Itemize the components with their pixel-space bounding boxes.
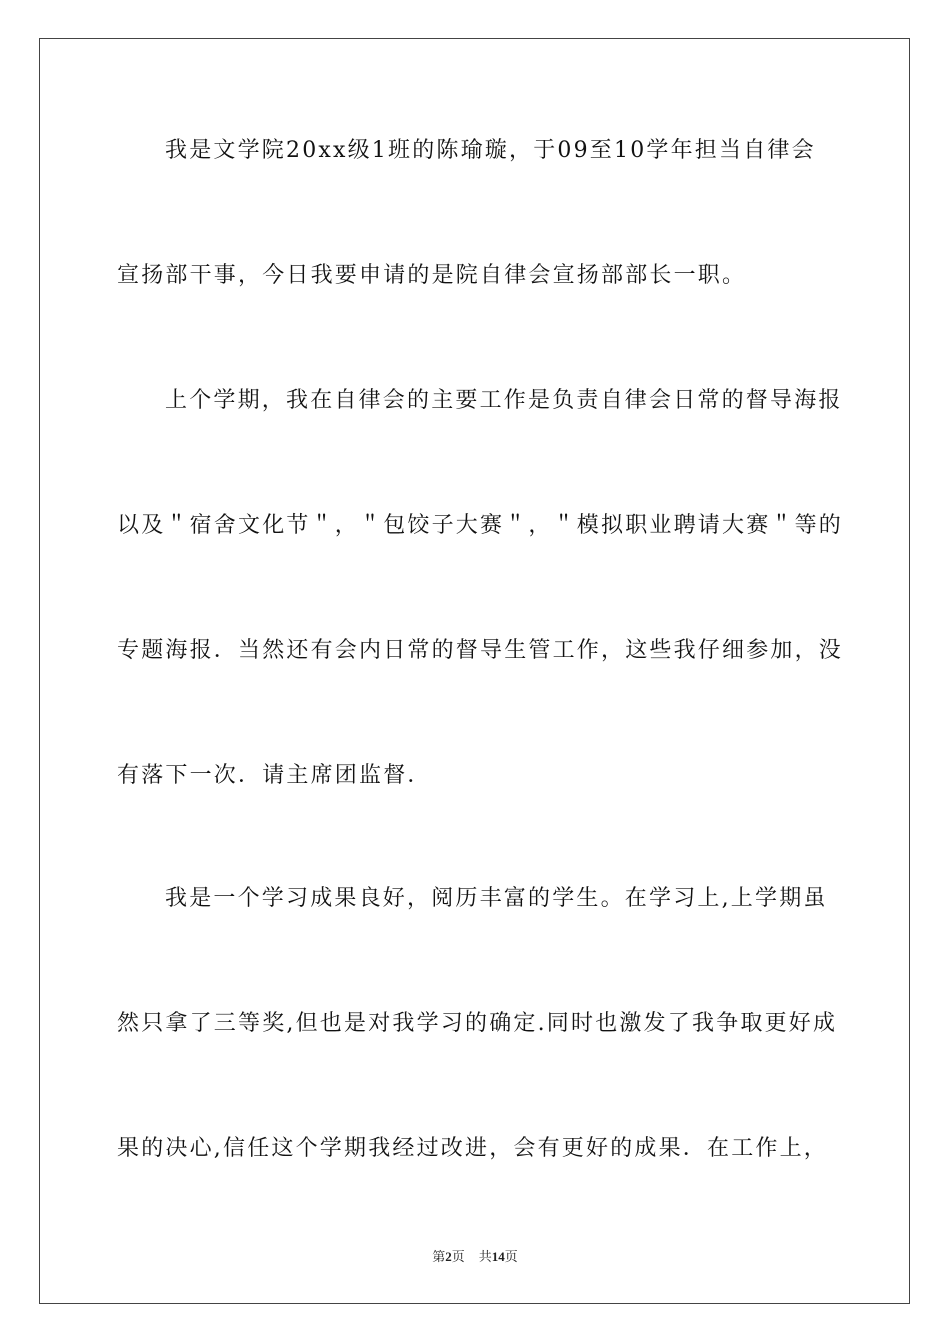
paragraph-2-line-4: 有落下一次．请主席团监督． [117, 763, 432, 788]
paragraph-3-line-2: 然只拿了三等奖,但也是对我学习的确定.同时也激发了我争取更好成 [117, 1011, 838, 1036]
paragraph-2-line-2: 以及＂宿舍文化节＂，＂包饺子大赛＂，＂模拟职业聘请大赛＂等的 [117, 513, 844, 538]
paragraph-1-line-2: 宣扬部干事，今日我要申请的是院自律会宣扬部部长一职。 [117, 263, 747, 288]
page-total-number: 14 [491, 1249, 505, 1264]
page-footer [0, 1248, 950, 1266]
page-prefix: 第 [432, 1249, 446, 1264]
page-border [39, 38, 910, 1304]
total-suffix: 页 [504, 1249, 518, 1264]
page-current-number: 2 [445, 1249, 452, 1264]
paragraph-3-line-3: 果的决心,信任这个学期我经过改进，会有更好的成果．在工作上， [117, 1136, 828, 1161]
paragraph-2-line-1: 上个学期，我在自律会的主要工作是负责自律会日常的督导海报 [165, 388, 843, 413]
paragraph-3-line-1: 我是一个学习成果良好，阅历丰富的学生。在学习上,上学期虽 [165, 886, 828, 911]
total-prefix: 共 [478, 1249, 492, 1264]
paragraph-2-line-3: 专题海报．当然还有会内日常的督导生管工作，这些我仔细参加，没 [117, 638, 844, 663]
paragraph-1-line-1: 我是文学院20xx级1班的陈瑜璇，于09至10学年担当自律会 [165, 138, 816, 163]
page-suffix: 页 [451, 1249, 465, 1264]
